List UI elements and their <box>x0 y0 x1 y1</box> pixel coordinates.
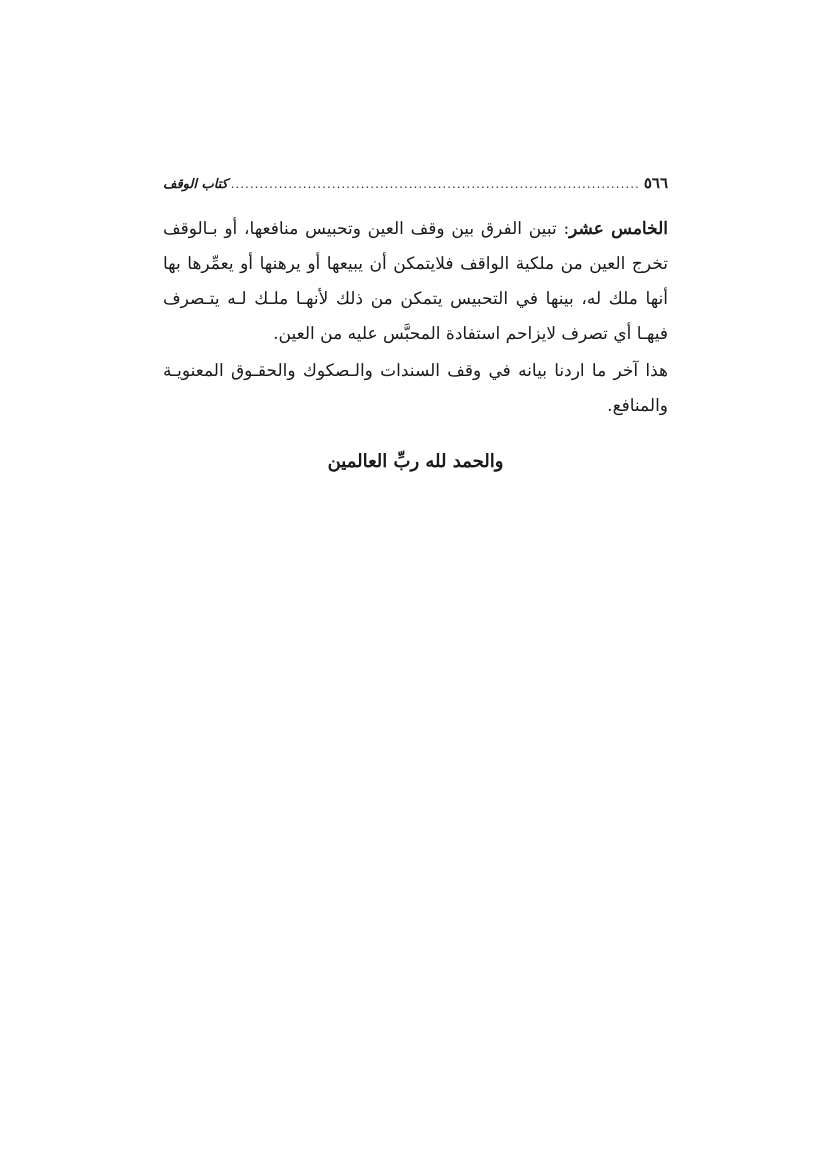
header-leader-dots <box>232 177 640 191</box>
body-text <box>163 212 668 424</box>
running-title: كتاب الوقف <box>163 177 228 192</box>
paragraph-fifteenth-point <box>163 212 668 352</box>
paragraph-lead: الخامس عشر <box>569 219 668 239</box>
page-number: ٥٦٦ <box>643 174 668 192</box>
paragraph-text: هذا آخر ما اردنا بيانه في وقف السندات والـصكوك والحقـوق المعنويـة والمنافع. <box>163 361 668 416</box>
paragraph-text: : تبين الفرق بين وقف العين وتحبيس منافعها، أو بـالوقف تخرج العين من ملكية الواقف فلايتمكن أن يبيعها أو يرهنها أو يعمِّرها بها أنها ملك له، بينها في التحبيس يتمكن من ذلك لأنهـا ملـك لـه يتـصرف فيهـا أي تصرف لايزاحم استفادة المحبَّس عليه من العين. <box>163 219 668 344</box>
page-header <box>163 174 668 198</box>
closing-line: والحمد لله ربِّ العالمين <box>327 451 504 472</box>
paragraph-conclusion <box>163 354 668 424</box>
